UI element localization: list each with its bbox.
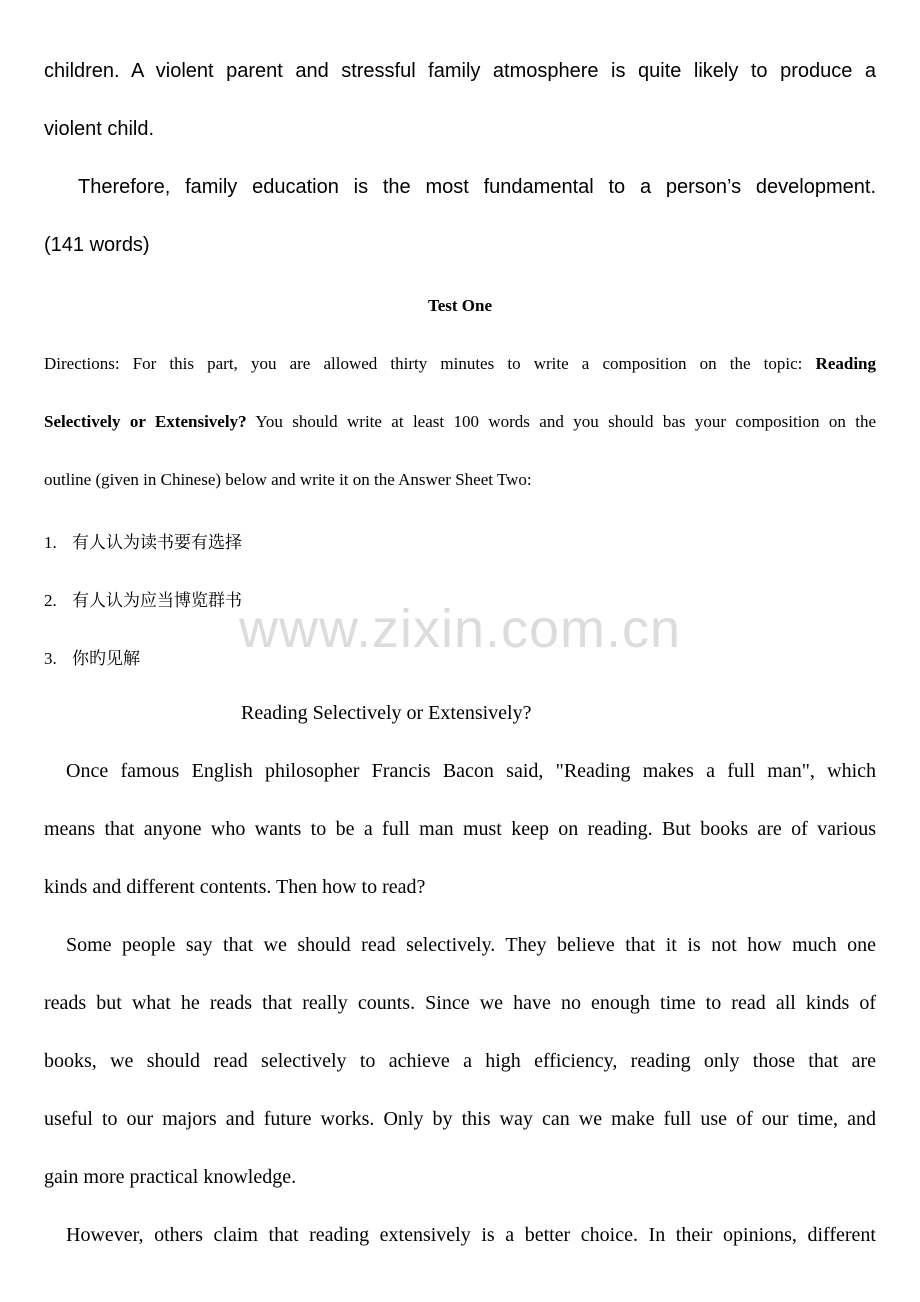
directions-line: outline (given in Chinese) below and write it on the Answer Sheet Two: [44,470,532,489]
test-title: Test One [427,296,493,315]
word-count: (141 words) [44,234,150,256]
essay-line: means that anyone who wants to be a full man must keep on reading. But books are of various [44,818,876,840]
essay-line: gain more practical knowledge. [44,1166,297,1188]
essay-line: violent child. [44,118,155,140]
essay-line: However, others claim that reading extensively is a better choice. In their opinions, different [66,1224,876,1246]
outline-item: 1. 有人认为读书要有选择 [44,533,242,553]
essay-title: Reading Selectively or Extensively? [241,702,532,724]
watermark: www.zixin.com.cn [238,599,682,659]
outline-item: 2. 有人认为应当博览群书 [44,591,242,611]
essay-line: kinds and different contents. Then how to read? [44,876,426,898]
essay-line: children. A violent parent and stressful family atmosphere is quite likely to produce a [44,60,876,82]
essay-line: reads but what he reads that really counts. Since we have no enough time to read all kinds of [44,992,876,1014]
essay-line: useful to our majors and future works. Only by this way can we make full use of our time, and [44,1108,876,1130]
essay-line: Once famous English philosopher Francis Bacon said, "Reading makes a full man", which [66,760,876,782]
outline-item: 3. 你旳见解 [44,649,140,669]
essay-line: Some people say that we should read selectively. They believe that it is not how much one [66,934,876,956]
essay-line: books, we should read selectively to achieve a high efficiency, reading only those that are [44,1050,876,1072]
essay-line: Therefore, family education is the most fundamental to a person’s development. [78,176,876,198]
directions-line: Directions: For this part, you are allowed thirty minutes to write a composition on the topic: Reading [44,354,877,373]
directions-line: Selectively or Extensively? You should write at least 100 words and you should bas your composition on the [44,412,876,431]
